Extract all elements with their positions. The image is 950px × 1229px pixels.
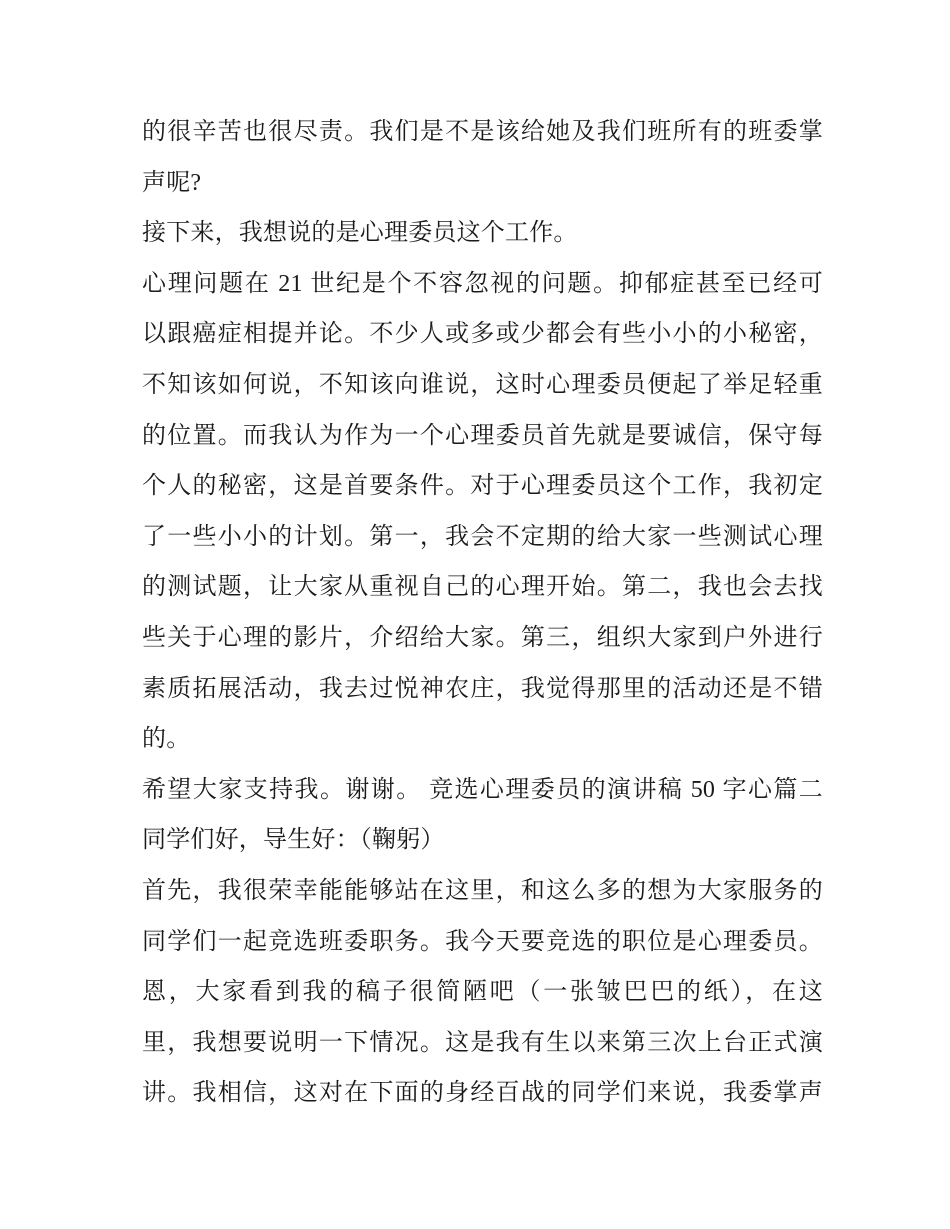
text-line: 首先，我很荣幸能能够站在这里，和这么多的想为大家服务的 [142, 877, 823, 904]
document-page [142, 107, 823, 1119]
text-line: 的。 [142, 726, 191, 753]
text-line: 不知该如何说，不知该向谁说，这时心理委员便起了举足轻重 [142, 371, 823, 398]
text-line: 的测试题，让大家从重视自己的心理开始。第二，我也会去找 [142, 574, 823, 601]
text-line: 恩，大家看到我的稿子很简陋吧（一张皱巴巴的纸），在这 [142, 979, 823, 1006]
text-line: 以跟癌症相提并论。不少人或多或少都会有些小小的小秘密， [142, 321, 823, 348]
text-line: 的位置。而我认为作为一个心理委员首先就是要诚信，保守每 [142, 422, 823, 449]
text-line: 希望大家支持我。谢谢。 竞选心理委员的演讲稿 50 字心篇二 [142, 776, 823, 803]
text-line: 个人的秘密，这是首要条件。对于心理委员这个工作，我初定 [142, 473, 823, 500]
text-line: 同学们好，导生好：（鞠躬） [142, 827, 445, 854]
text-line: 同学们一起竞选班委职务。我今天要竞选的职位是心理委员。 [142, 928, 823, 955]
text-line: 素质拓展活动，我去过悦神农庄，我觉得那里的活动还是不错 [142, 675, 823, 702]
text-line: 些关于心理的影片，介绍给大家。第三，组织大家到户外进行 [142, 624, 823, 651]
text-line: 里，我想要说明一下情况。这是我有生以来第三次上台正式演 [142, 1029, 823, 1056]
text-line: 接下来，我想说的是心理委员这个工作。 [142, 220, 578, 247]
text-line: 讲。我相信，这对在下面的身经百战的同学们来说，我委掌声 [142, 1080, 823, 1107]
text-line: 声呢? [142, 169, 202, 196]
text-line: 了一些小小的计划。第一，我会不定期的给大家一些测试心理 [142, 523, 823, 550]
text-line: 心理问题在 21 世纪是个不容忽视的问题。抑郁症甚至已经可 [142, 270, 823, 297]
text-line: 的很辛苦也很尽责。我们是不是该给她及我们班所有的班委掌 [142, 119, 823, 145]
